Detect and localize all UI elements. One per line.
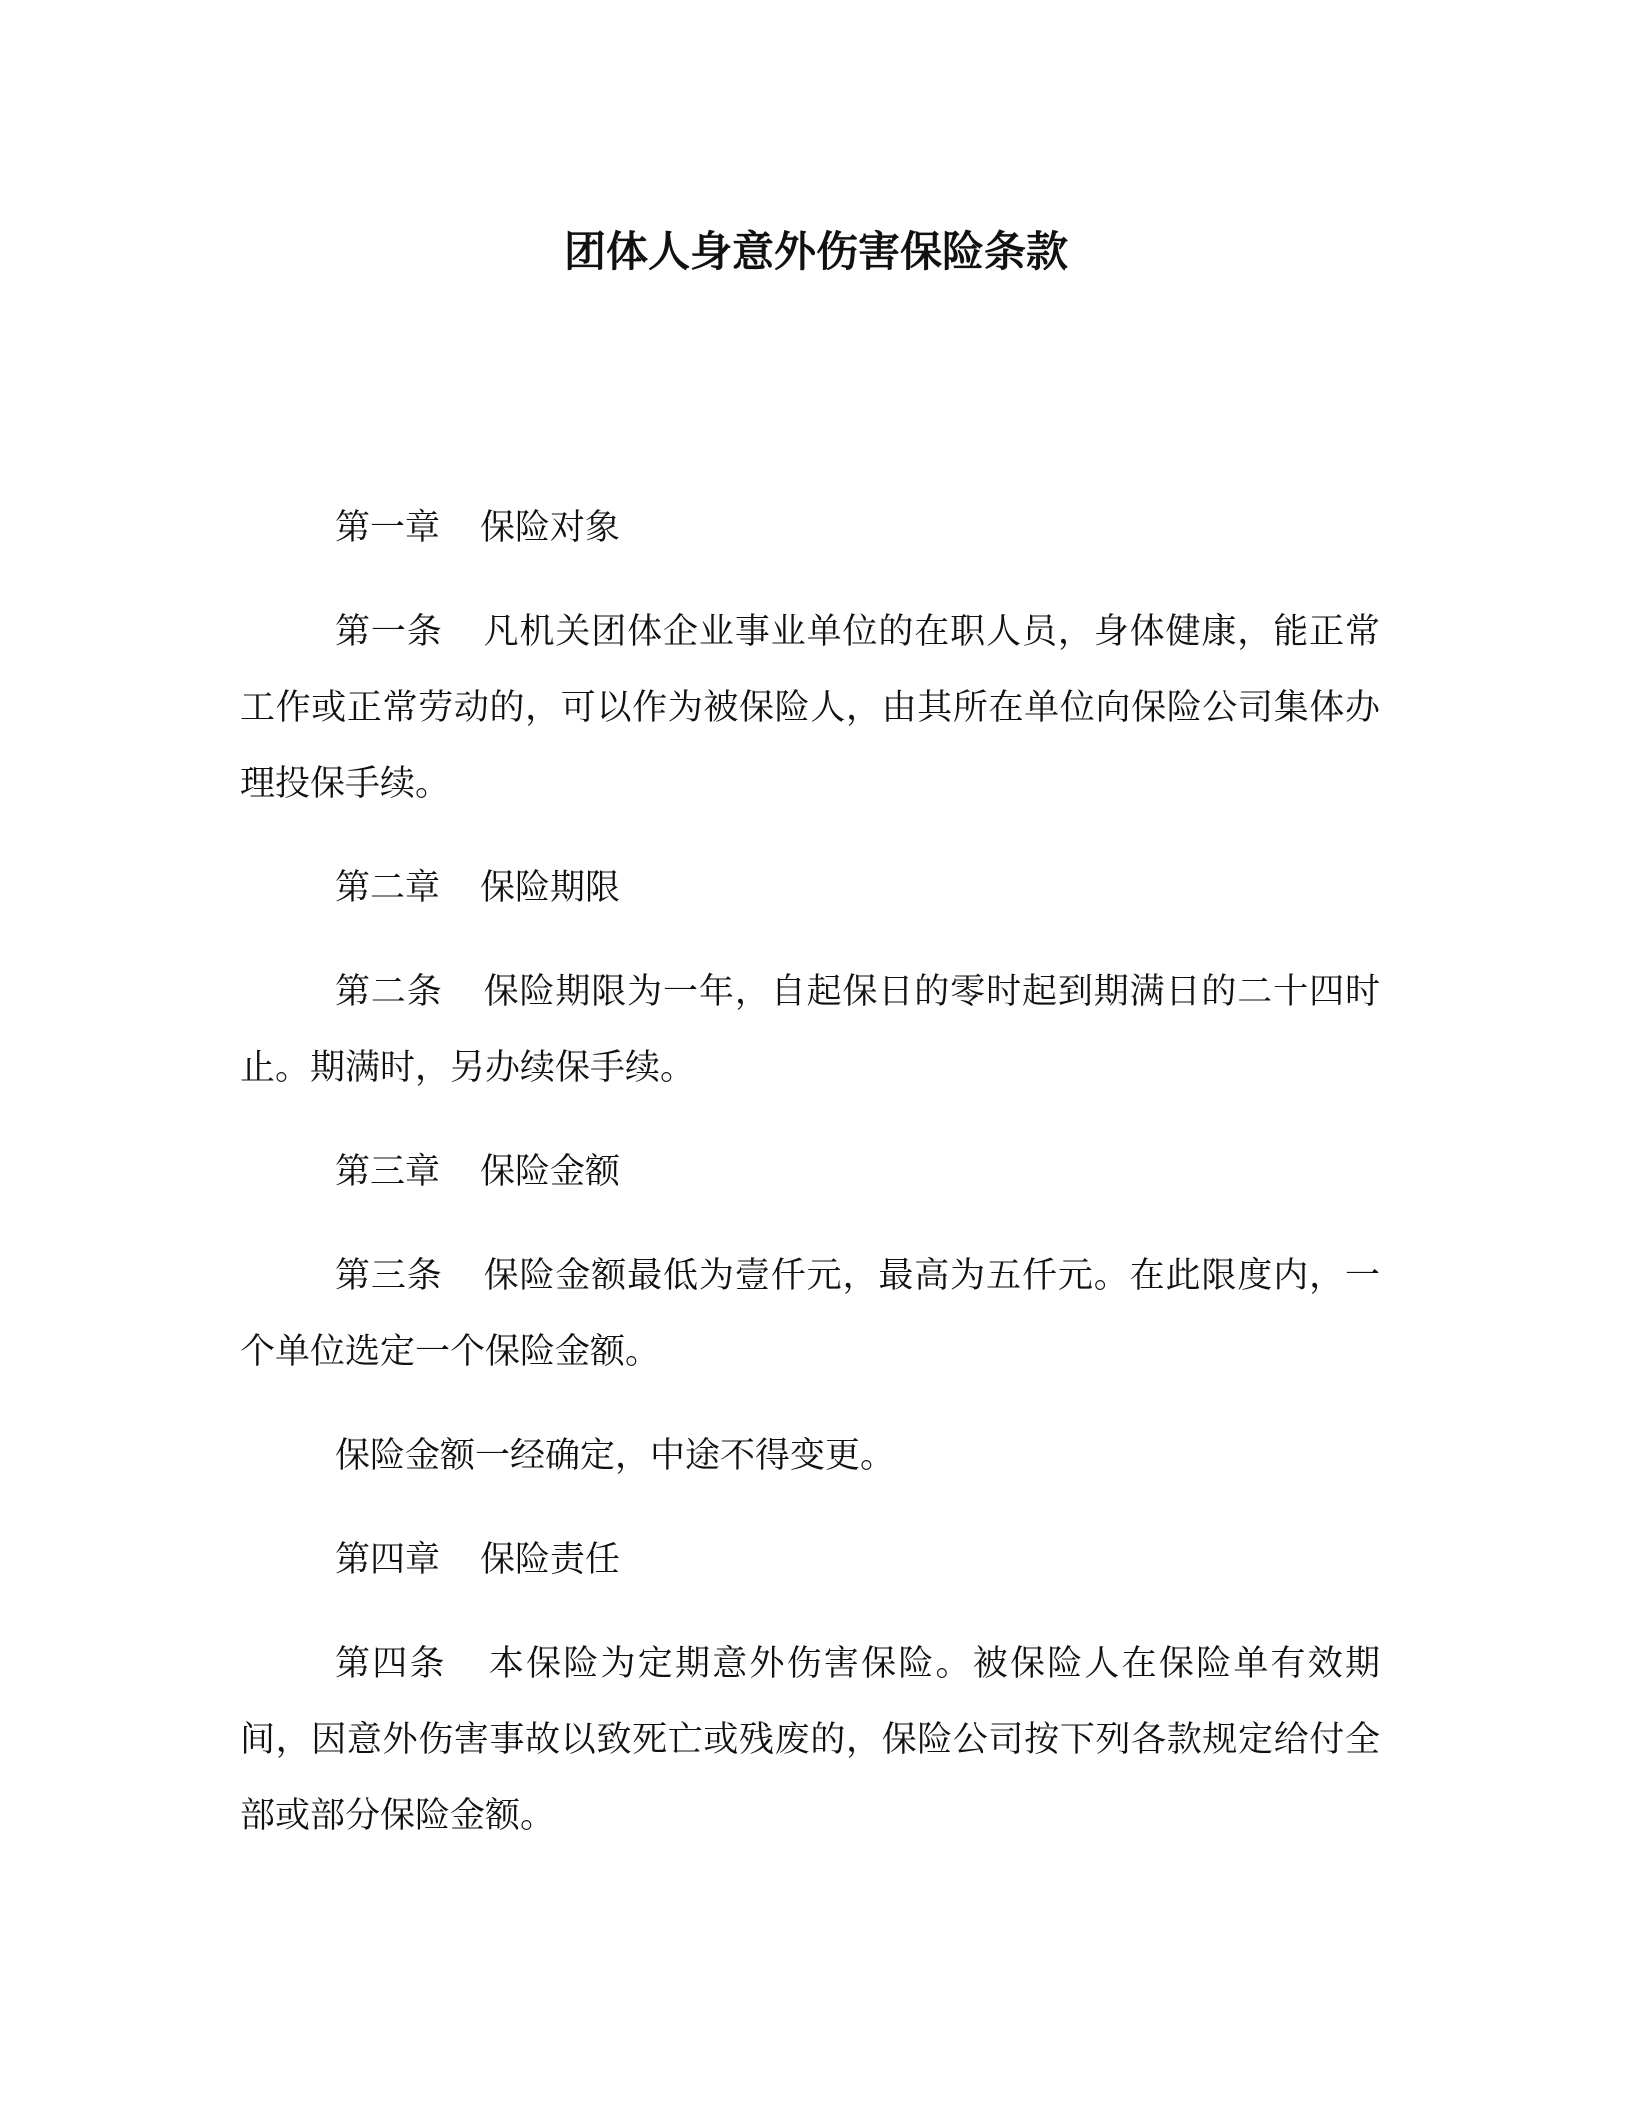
article-label: 第一条: [335, 612, 443, 652]
chapter-heading: [240, 1134, 1380, 1210]
article-label: 第三条: [335, 1256, 443, 1296]
article-text: 凡机关团体企业事业单位的在职人员，身体健康，能正常工作或正常劳动的，可以作为被保险人，由其所在单位向保险公司集体办理投保手续。: [240, 612, 1380, 804]
chapter-title: 保险责任: [480, 1540, 621, 1580]
chapter-label: 第一章: [335, 508, 441, 548]
article-paragraph: [240, 1626, 1380, 1854]
chapter-title: 保险对象: [480, 508, 621, 548]
chapter-heading: [240, 1522, 1380, 1598]
chapter-heading: [240, 490, 1380, 566]
article-paragraph: [240, 594, 1380, 822]
article-label: 第二条: [335, 972, 443, 1012]
article-text: 保险金额最低为壹仟元，最高为五仟元。在此限度内，一个单位选定一个保险金额。: [240, 1256, 1380, 1372]
body-paragraph: [240, 1418, 1380, 1494]
chapter-title: 保险期限: [480, 868, 621, 908]
chapter-label: 第三章: [335, 1152, 441, 1192]
chapter-heading: [240, 850, 1380, 926]
article-text: 本保险为定期意外伤害保险。被保险人在保险单有效期间，因意外伤害事故以致死亡或残废的，保险公司按下列各款规定给付全部或部分保险金额。: [240, 1644, 1380, 1836]
document-title: 团体人身意外伤害保险条款: [563, 227, 1068, 276]
chapter-label: 第四章: [335, 1540, 441, 1580]
article-paragraph: [240, 954, 1380, 1106]
article-label: 第四条: [335, 1644, 447, 1684]
article-paragraph: [240, 1238, 1380, 1390]
document-body: [240, 490, 1380, 1882]
paragraph-text: 保险金额一经确定，中途不得变更。: [335, 1436, 896, 1476]
article-text: 保险期限为一年，自起保日的零时起到期满日的二十四时止。期满时，另办续保手续。: [240, 972, 1380, 1088]
chapter-label: 第二章: [335, 868, 441, 908]
chapter-title: 保险金额: [480, 1152, 621, 1192]
